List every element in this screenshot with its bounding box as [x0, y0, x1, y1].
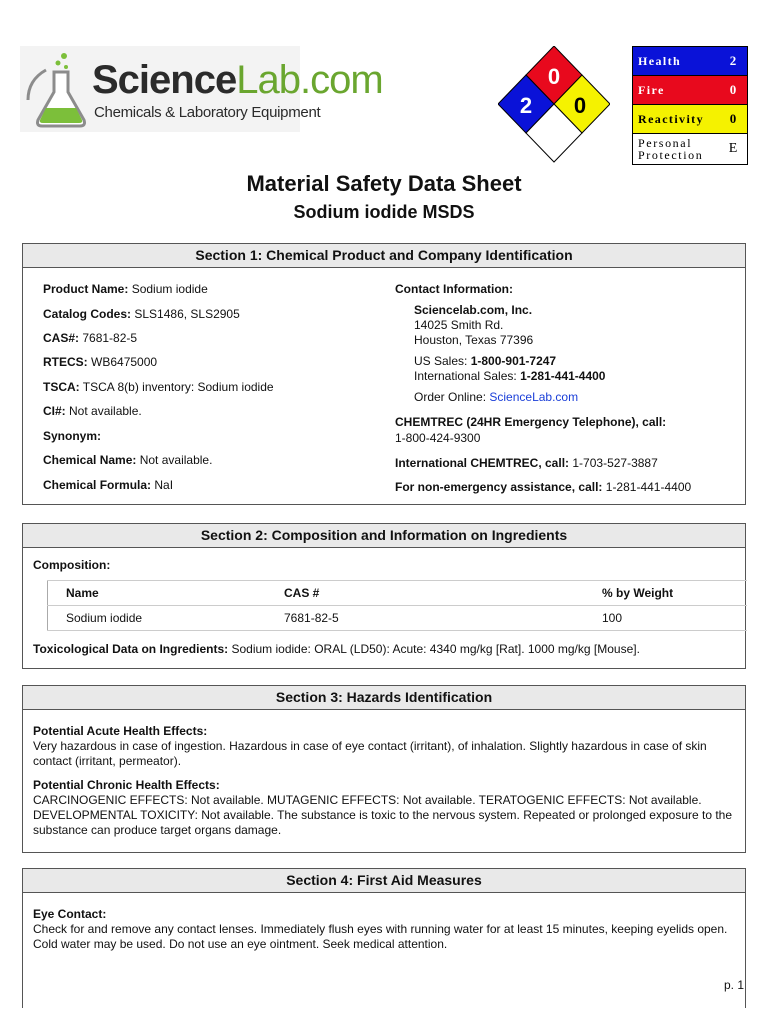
section-4 — [22, 868, 746, 1008]
hmis-health-row: Health 2 — [633, 47, 747, 76]
catalog-codes-field: Catalog Codes: SLS1486, SLS2905 — [43, 307, 240, 321]
section-1 — [22, 243, 746, 505]
international-chemtrec: International CHEMTREC, call: 1-703-527-3887 — [395, 456, 658, 470]
table-row — [48, 606, 748, 631]
section-2 — [22, 523, 746, 669]
acute-health-effects: Potential Acute Health Effects: Very hazardous in case of ingestion. Hazardous in case of eye contact (irritant), of inhalation. Slightly hazardous in case of skin contact (irritant, permeator). — [33, 724, 707, 768]
section-3 — [22, 685, 746, 853]
us-sales: US Sales: 1-800-901-7247 — [414, 354, 557, 368]
contact-heading: Contact Information: — [395, 282, 513, 296]
chronic-health-effects: Potential Chronic Health Effects: CARCINOGENIC EFFECTS: Not available. MUTAGENIC EFFECTS: Not available. TERATOGENIC EFFECTS: Not available. DEVELOPMENTAL TOXICITY: Not available. The substance is toxic to the nervous system. Repeated or prolonged exposure to the substance can produce target organs damage. — [33, 778, 733, 837]
page-number: p. 1 — [723, 978, 744, 992]
ingredient-name: Sodium iodide — [48, 606, 267, 631]
eye-contact: Eye Contact: Check for and remove any contact lenses. Immediately flush eyes with running water for at least 15 minutes, keeping eyelids open. Cold water may be used. Do not use an eye ointment. Seek medical attention. — [33, 907, 728, 951]
column-header-cas: CAS # — [266, 581, 584, 606]
hmis-reactivity-row: Reactivity 0 — [633, 105, 747, 134]
flask-icon — [24, 50, 94, 130]
ingredient-weight: 100 — [584, 606, 747, 631]
rtecs-field: RTECS: WB6475000 — [43, 355, 158, 369]
hmis-fire-row: Fire 0 — [633, 76, 747, 105]
sciencelab-link[interactable]: ScienceLab.com — [489, 390, 579, 404]
hmis-rating-table — [632, 46, 748, 165]
company-name: Sciencelab.com, Inc. — [414, 303, 533, 317]
section-1-heading: Section 1: Chemical Product and Company Identification — [23, 244, 745, 268]
nfpa-reactivity-value: 0 — [573, 93, 587, 118]
product-name-field: Product Name: Sodium iodide — [43, 282, 208, 296]
section-2-heading: Section 2: Composition and Information on Ingredients — [23, 524, 745, 548]
toxicological-data: Toxicological Data on Ingredients: Sodium iodide: ORAL (LD50): Acute: 4340 mg/kg [Rat]. 1000 mg/kg [Mouse]. — [33, 642, 640, 656]
sciencelab-logo — [20, 46, 383, 132]
document-subtitle: Sodium iodide MSDS — [293, 202, 475, 222]
column-header-weight: % by Weight — [584, 581, 747, 606]
order-online: Order Online: ScienceLab.com — [414, 390, 579, 404]
column-header-name: Name — [48, 581, 267, 606]
ingredient-cas: 7681-82-5 — [266, 606, 584, 631]
document-title: Material Safety Data Sheet — [246, 171, 522, 196]
ci-field: CI#: Not available. — [43, 404, 142, 418]
section-3-heading: Section 3: Hazards Identification — [23, 686, 745, 710]
nfpa-health-value: 2 — [519, 93, 533, 118]
non-emergency-assistance: For non-emergency assistance, call: 1-281-441-4400 — [395, 480, 692, 494]
chemical-name-field: Chemical Name: Not available. — [43, 453, 213, 467]
composition-table — [47, 580, 747, 631]
section-4-heading: Section 4: First Aid Measures — [23, 869, 745, 893]
tsca-field: TSCA: TSCA 8(b) inventory: Sodium iodide — [43, 380, 274, 394]
table-header-row — [48, 581, 748, 606]
synonym-field: Synonym: — [43, 429, 102, 443]
composition-label: Composition: — [33, 558, 111, 572]
address-line-2: Houston, Texas 77396 — [414, 333, 534, 347]
address-line-1: 14025 Smith Rd. — [414, 318, 504, 332]
logo-tagline: Chemicals & Laboratory Equipment — [94, 104, 321, 121]
chemtrec-label: CHEMTREC (24HR Emergency Telephone), call: — [395, 415, 667, 429]
chemical-formula-field: Chemical Formula: NaI — [43, 478, 174, 492]
logo-wordmark: ScienceLab.com — [92, 58, 383, 102]
nfpa-fire-value: 0 — [547, 64, 561, 89]
chemtrec-phone: 1-800-424-9300 — [395, 431, 481, 445]
cas-field: CAS#: 7681-82-5 — [43, 331, 138, 345]
hmis-personal-protection-row: Personal Protection E — [633, 134, 747, 164]
nfpa-diamond — [498, 46, 610, 164]
international-sales: International Sales: 1-281-441-4400 — [414, 369, 606, 383]
